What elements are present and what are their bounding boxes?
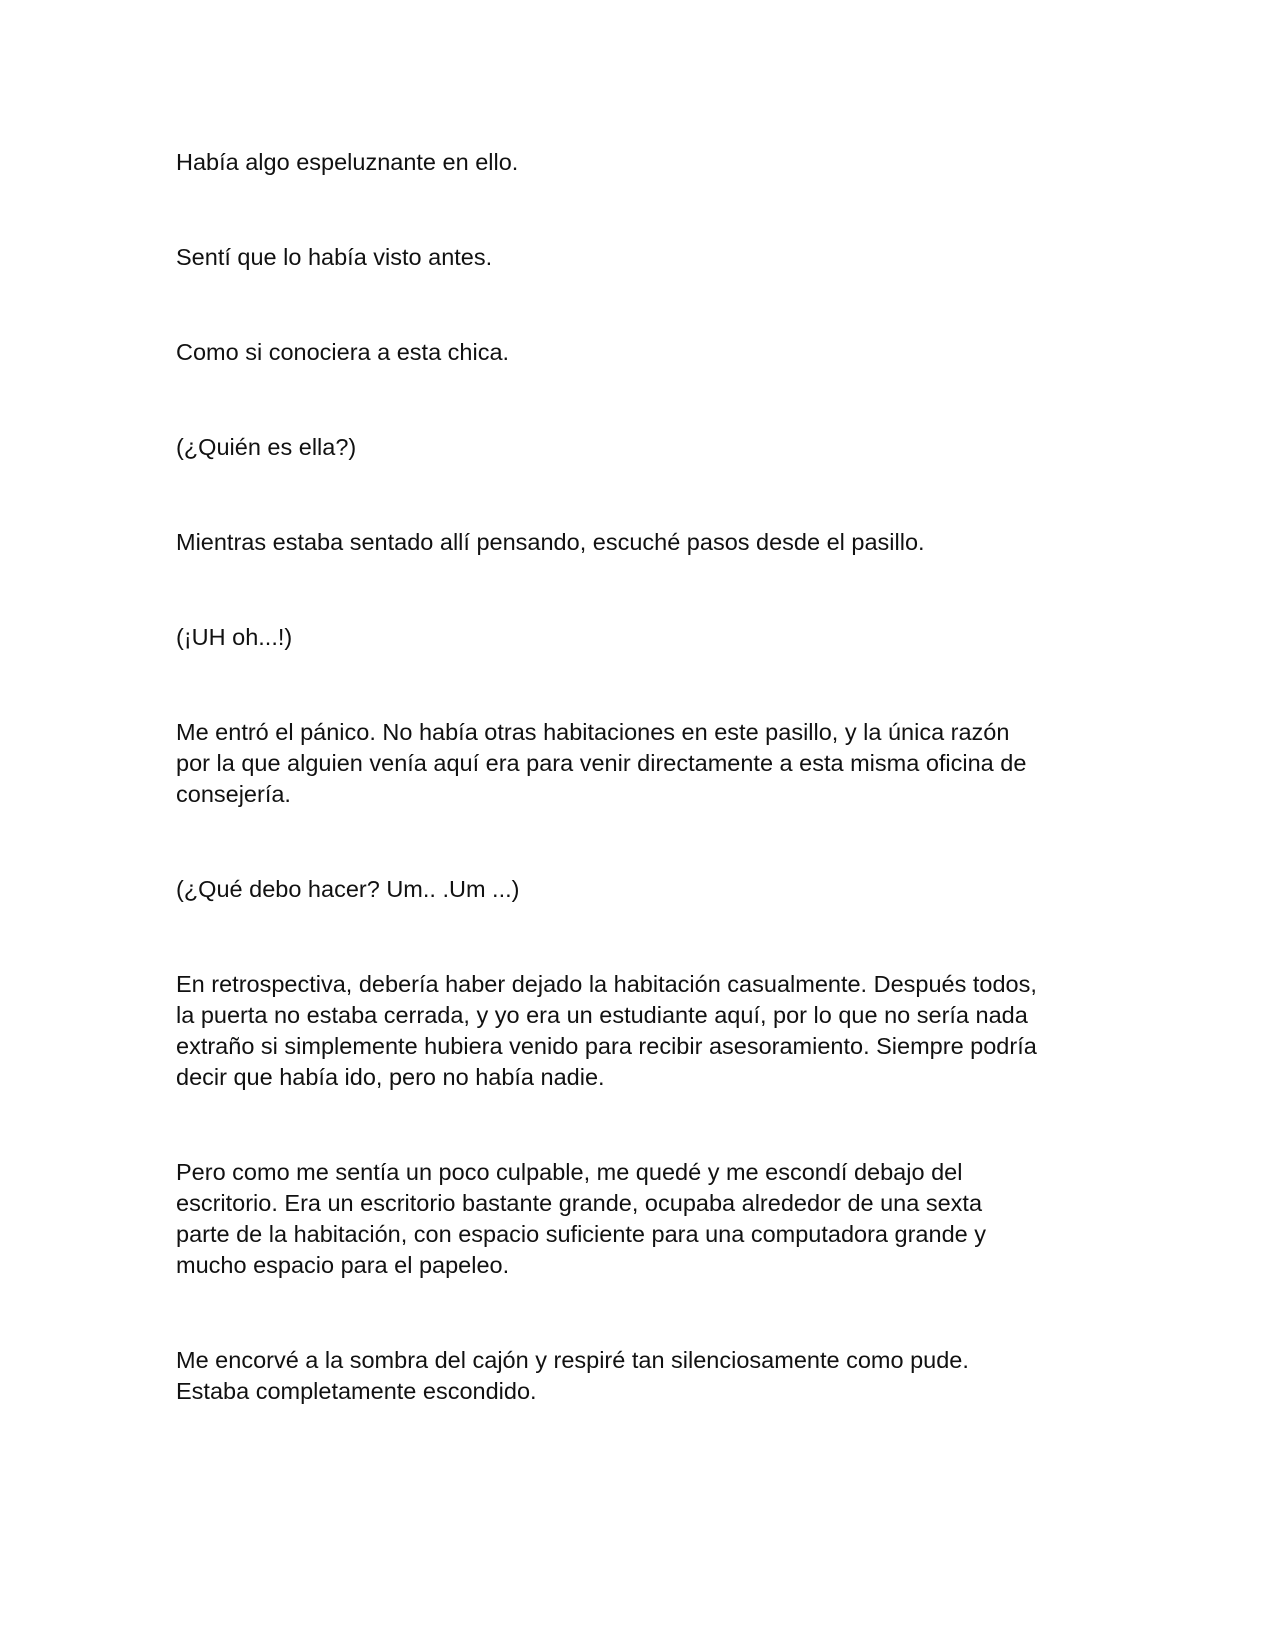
- paragraph: [176, 1157, 1096, 1281]
- text-line: Había algo espeluznante en ello.: [176, 149, 519, 175]
- text-line: extraño si simplemente hubiera venido para recibir asesoramiento. Siempre podría: [176, 1033, 1037, 1059]
- paragraph: [176, 242, 1096, 273]
- text-line: la puerta no estaba cerrada, y yo era un estudiante aquí, por lo que no sería nada: [176, 1002, 1028, 1028]
- text-line: Me entró el pánico. No había otras habitaciones en este pasillo, y la única razón: [176, 719, 1010, 745]
- text-line: decir que había ido, pero no había nadie.: [176, 1064, 605, 1090]
- paragraph: [176, 432, 1096, 463]
- text-line: Estaba completamente escondido.: [176, 1378, 537, 1404]
- text-line: En retrospectiva, debería haber dejado la habitación casualmente. Después todos,: [176, 971, 1037, 997]
- paragraph: [176, 1345, 1096, 1407]
- paragraph: [176, 717, 1096, 810]
- text-line: Me encorvé a la sombra del cajón y respiré tan silenciosamente como pude.: [176, 1347, 969, 1373]
- text-line: escritorio. Era un escritorio bastante grande, ocupaba alrededor de una sexta: [176, 1190, 983, 1216]
- text-line: Pero como me sentía un poco culpable, me quedé y me escondí debajo del: [176, 1159, 963, 1185]
- paragraph: [176, 622, 1096, 653]
- paragraph: [176, 147, 1096, 178]
- text-line: Sentí que lo había visto antes.: [176, 244, 493, 270]
- text-line: mucho espacio para el papeleo.: [176, 1252, 510, 1278]
- text-line: por la que alguien venía aquí era para venir directamente a esta misma oficina de: [176, 750, 1027, 776]
- text-line: Mientras estaba sentado allí pensando, escuché pasos desde el pasillo.: [176, 529, 925, 555]
- text-line: Como si conociera a esta chica.: [176, 339, 510, 365]
- paragraph: [176, 969, 1096, 1093]
- text-line: (¿Quién es ella?): [176, 434, 357, 460]
- paragraph: [176, 874, 1096, 905]
- paragraph: [176, 337, 1096, 368]
- text-line: (¿Qué debo hacer? Um.. .Um ...): [176, 876, 520, 902]
- text-line: parte de la habitación, con espacio suficiente para una computadora grande y: [176, 1221, 986, 1247]
- paragraph: [176, 527, 1096, 558]
- text-line: (¡UH oh...!): [176, 624, 293, 650]
- text-line: consejería.: [176, 781, 291, 807]
